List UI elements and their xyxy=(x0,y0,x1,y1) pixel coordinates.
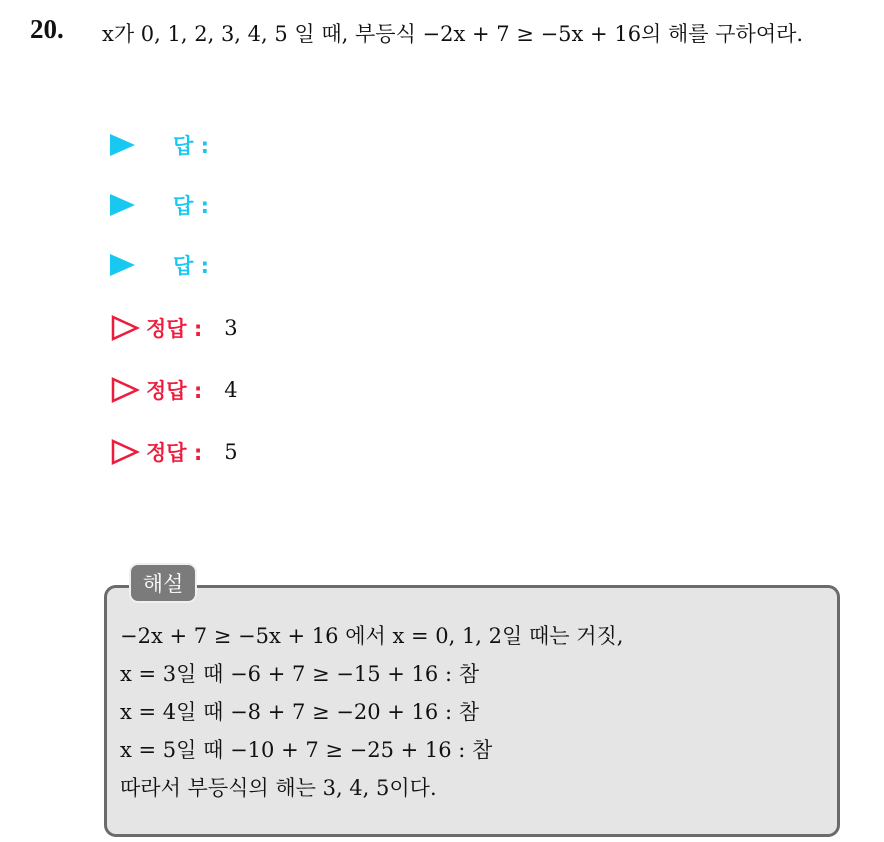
answer-key-row xyxy=(110,373,238,407)
question-text: x가 0, 1, 2, 3, 4, 5 일 때, 부등식 −2x + 7 ≥ −5x + 16의 해를 구하여라. xyxy=(102,22,804,46)
play-triangle-icon xyxy=(110,194,135,216)
play-triangle-icon xyxy=(110,254,135,276)
answer-blank-row xyxy=(110,128,209,162)
answer-label: 답 : xyxy=(173,134,209,158)
answer-label: 답 : xyxy=(173,254,209,278)
solution-line: −2x + 7 ≥ −5x + 16 에서 x = 0, 1, 2일 때는 거짓, xyxy=(120,624,624,648)
outline-triangle-icon xyxy=(110,315,140,341)
solution-text xyxy=(120,617,820,807)
solution-line: x = 5일 때 −10 + 7 ≥ −25 + 16 : 참 xyxy=(120,738,493,762)
answer-key-value: 5 xyxy=(224,440,238,464)
answer-key-row xyxy=(110,435,238,469)
answer-key-label: 정답 : xyxy=(146,317,203,341)
answer-key-label: 정답 : xyxy=(146,379,203,403)
question-number: 20. xyxy=(30,14,64,44)
answer-key-label: 정답 : xyxy=(146,441,203,465)
answer-key-row xyxy=(110,311,238,345)
answer-key-value: 3 xyxy=(224,316,238,340)
answer-blank-row xyxy=(110,188,209,222)
solution-line: 따라서 부등식의 해는 3, 4, 5이다. xyxy=(120,776,437,800)
solution-line: x = 3일 때 −6 + 7 ≥ −15 + 16 : 참 xyxy=(120,662,479,686)
play-triangle-icon xyxy=(110,134,135,156)
answer-label: 답 : xyxy=(173,194,209,218)
solution-tab: 해설 xyxy=(129,563,197,603)
solution-line: x = 4일 때 −8 + 7 ≥ −20 + 16 : 참 xyxy=(120,700,479,724)
answer-blank-row xyxy=(110,248,209,282)
outline-triangle-icon xyxy=(110,377,140,403)
outline-triangle-icon xyxy=(110,439,140,465)
answer-key-value: 4 xyxy=(224,378,238,402)
